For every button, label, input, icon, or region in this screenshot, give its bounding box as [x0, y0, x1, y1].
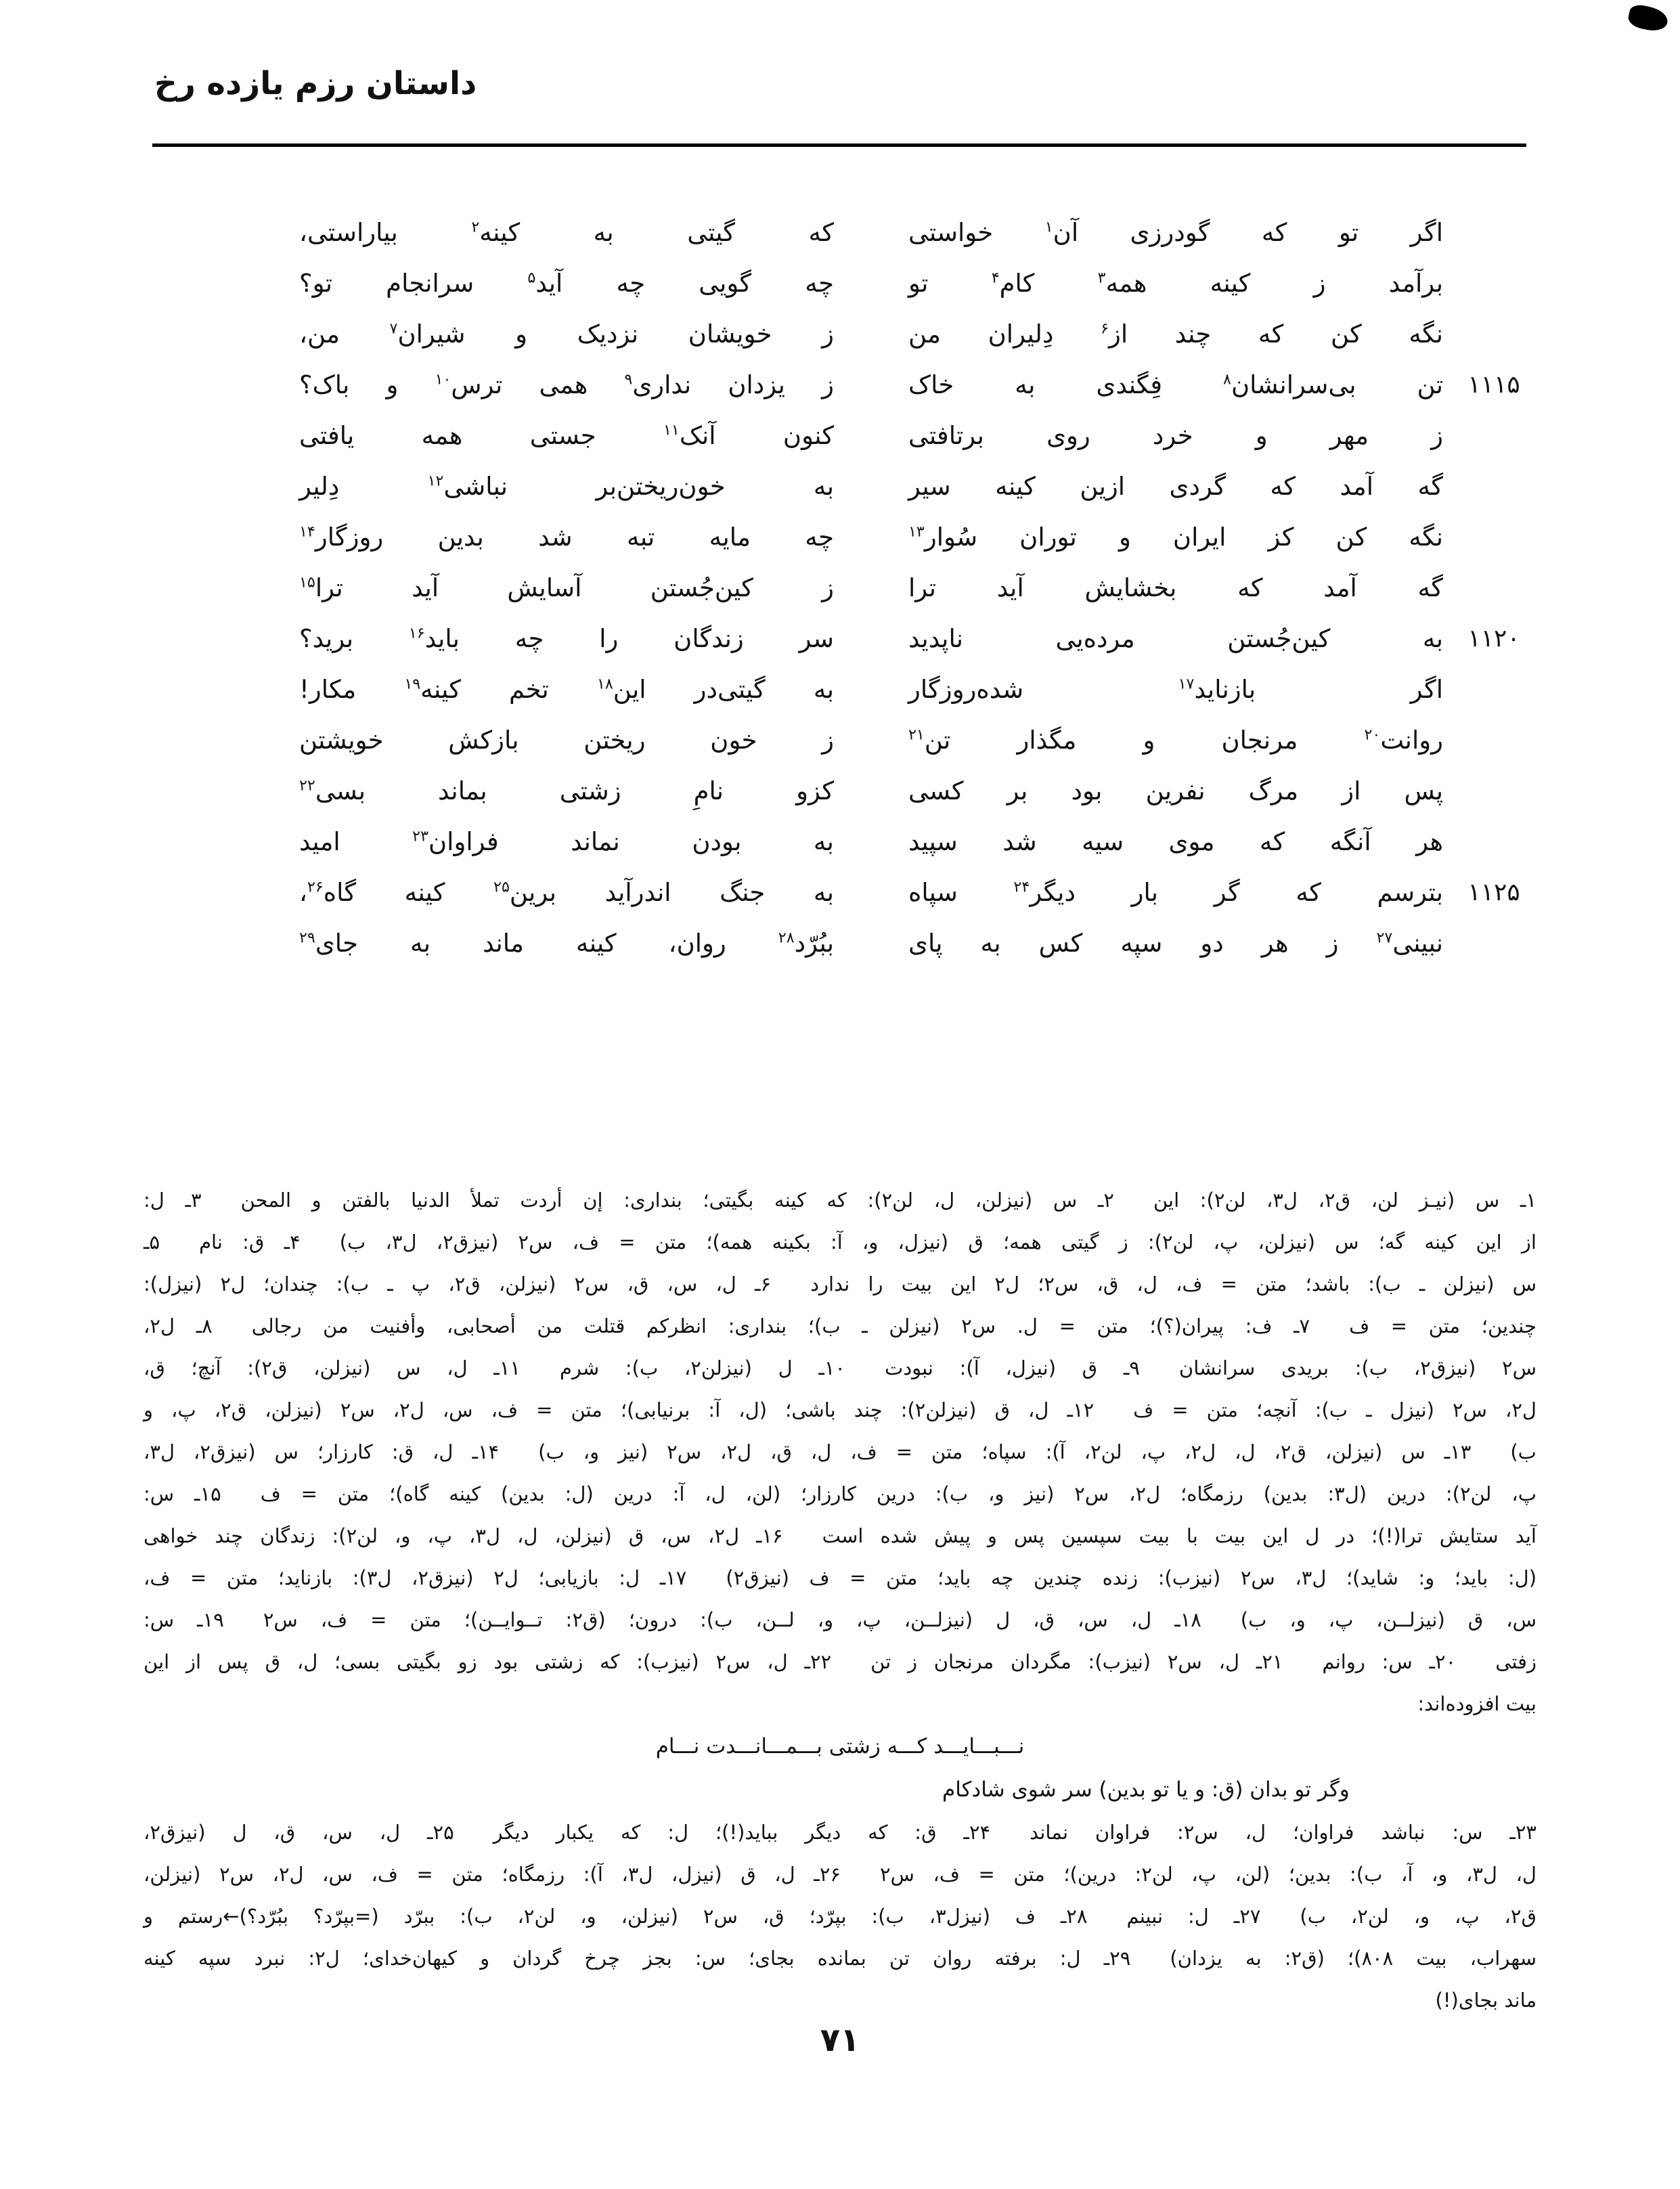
verse-row — [299, 512, 1545, 562]
scan-artifact — [1627, 3, 1670, 33]
hemistich-left: که گیتی به کینه$^۲$ بیاراستی، — [299, 218, 835, 247]
hemistich-right: نگه کن کز ایران و توران سُوار$^{۱۳}$ — [908, 523, 1443, 552]
inserted-verse-hemistich-2: وگر تو بدان (ق: و یا تو بدین) سر شوی شادکام — [942, 1777, 1350, 1802]
hemistich-left: به گیتی‌در این$^{۱۸}$ تخم کینه$^{۱۹}$ مکار! — [299, 675, 834, 704]
verse-row — [299, 613, 1545, 664]
hemistich-left: چه گویی چه آید$^۵$ سرانجام تو؟ — [299, 269, 834, 298]
hemistich-left: ز یزدان نداری$^۹$ همی ترس$^{۱۰}$ و باک؟ — [299, 370, 835, 399]
footnote-line: ل۲، س۲ (نیزل ـ ب): آنچه؛ متن = ف ۱۲ـ ل، ق (نیزلن۲): چند باشی؛ (ل، آ: برنیابی)؛ متن = ف، س، ل۲، س۲ (نیزلن، ق۲، پ، و — [143, 1398, 1537, 1421]
footnote-line: چندین؛ متن = ف ۷ـ ف: پیران(؟)؛ متن = ل. س۲ (نیزلن ـ ب)؛ بنداری: انظرکم قتلت من أصحابی، وأفنیت من رجالی ۸ـ ل۲، — [143, 1314, 1537, 1337]
footnote-line: پ، لن۲): درین (ل۳: بدین) رزمگاه؛ ل۲، س۲ (نیز و، ب): درین کارزار؛ (لن، ل، آ: درین (ل: بدین) کینه گاه)؛ متن = ف ۱۵ـ س: — [143, 1482, 1537, 1505]
hemistich-right: برآمد ز کینه همه$^۳$ کام$^۴$ تو — [908, 269, 1443, 298]
poem-section — [299, 207, 1545, 969]
hemistich-right: نگه کن که چند از$^۶$ دِلیران من — [908, 319, 1444, 349]
verse-number: ۱۱۲۵ — [1467, 879, 1520, 906]
verse-row — [299, 309, 1545, 359]
footnote-line: زفتی ۲۰ـ س: روانم ۲۱ـ ل، س۲ (نیزب): مگردان مرنجان ز تن ۲۲ـ ل، س۲ (نیزب): که زشتی بود زو بگیتی بسی؛ ل، ق پس از این — [143, 1650, 1537, 1673]
hemistich-right: اگر تو که گودرزی آن$^۱$ خواستی — [908, 218, 1443, 247]
footnote-line: (ل: باید؛ و: شاید)؛ ل۳، س۲ (نیزب): زنده چندین چه باید؛ متن = ف (نیزق۲) ۱۷ـ ل: بازیابی؛ ل۲ (نیزق۲، ل۳): بازناید؛ متن = ف، — [143, 1566, 1537, 1589]
verse-row — [299, 410, 1545, 461]
inserted-verse-hemistich-1: نـــبـــایـــد کـــه زشتی بـــمـــانـــدت نـــام — [655, 1734, 1025, 1759]
hemistich-right: روانت$^{۲۰}$ مرنجان و مگذار تن$^{۲۱}$ — [908, 726, 1443, 755]
footnote-line: ل، ل۳، و، آ، ب): بدین؛ (لن، پ، لن۲: درین)؛ متن = ف، س۲ ۲۶ـ ل، ق (نیزل، ل۳، آ): رزمگاه؛ متن = ف، س، ل۲، س۲ (نیزلن، — [143, 1863, 1537, 1886]
hemistich-left: سر زندگان را چه باید$^{۱۶}$ برید؟ — [299, 624, 834, 653]
footnote-line: ماند بجای(!) — [1435, 1989, 1537, 2012]
footnote-line: س (نیزلن ـ ب): باشد؛ متن = ف، ل، ق، س۲؛ ل۲ این بیت را ندارد ۶ـ ل، س، ق، س۲ (نیزلن، ق۲، پ ـ ب): چندان؛ ل۲ (نیزل): — [143, 1273, 1537, 1296]
hemistich-left: به جنگ اندرآید برین$^{۲۵}$ کینه گاه$^{۲۶}$، — [299, 878, 834, 907]
hemistich-left: ز خون ریختن بازکش خویشتن — [299, 726, 834, 755]
hemistich-right: نبینی$^{۲۷}$ ز هر دو سپه کس به پای — [908, 929, 1443, 958]
verse-number: ۱۱۱۵ — [1467, 371, 1520, 399]
page-number: ۷۱ — [820, 2021, 860, 2059]
hemistich-right: اگر بازناید$^{۱۷}$ شده‌روزگار — [908, 675, 1443, 704]
verse-row — [299, 918, 1545, 969]
footnote-line: از این کینه گه؛ س (نیزلن، پ، لن۲): ز گیتی همه؛ ق (نیزل، و، آ: بکینه همه)؛ متن = ف، س۲ (نیزق۲، ل۳، ب) ۴ـ ق: نام ۵ـ — [143, 1231, 1537, 1254]
hemistich-left: کزو نامِ زشتی بماند بسی$^{۲۲}$ — [299, 776, 834, 805]
hemistich-right: گه آمد که گردی ازین کینه سیر — [908, 472, 1443, 501]
verse-row — [299, 664, 1545, 715]
footnote-line: آید ستایش ترا(!)؛ در ل این بیت با بیت سپسین پس و پیش شده است ۱۶ـ ل۲، س، ق (نیزلن، ل، ل۳، پ، و، لن۲): زندگان چند خواهی — [143, 1524, 1537, 1547]
critical-apparatus — [143, 1179, 1537, 2021]
verse-row — [299, 258, 1545, 309]
hemistich-right: هر آنگه که موی سیه شد سپید — [908, 827, 1443, 856]
verse-row — [299, 359, 1545, 410]
page-title: داستان رزم یازده رخ — [154, 65, 477, 102]
verse-row — [299, 766, 1545, 816]
hemistich-left: کنون آنک$^{۱۱}$ جستی همه یافتی — [299, 421, 834, 450]
verse-row — [299, 816, 1545, 867]
hemistich-right: تن بی‌سرانشان$^۸$ فِگندی به خاک — [908, 370, 1443, 399]
verse-row — [299, 715, 1545, 766]
footnote-line: ۲۳ـ س: نباشد فراوان؛ ل، س۲: فراوان نماند ۲۴ـ ق: که دیگر بباید(!)؛ ل: که یکبار دیگر ۲۵ـ ل، س، ق، ل (نیزق۲، — [143, 1821, 1537, 1844]
hemistich-right: گه آمد که بخشایش آید ترا — [908, 573, 1443, 602]
verse-row — [299, 562, 1545, 613]
header-divider — [152, 143, 1526, 147]
hemistich-left: ز کین‌جُستن آسایش آید ترا$^{۱۵}$ — [299, 573, 834, 602]
verse-row — [299, 461, 1545, 512]
footnote-line: ق۲، پ، و، لن۲، ب) ۲۷ـ ل: نبینم ۲۸ـ ف (نیزل۳، ب): بپرّد؛ ق، س۲ (نیزلن، و، لن۲، ب): ببرّد (=بپرّد؟ ببُرّد؟)←رستم و — [143, 1905, 1537, 1928]
hemistich-left: به بودن نماند فراوان$^{۲۳}$ امید — [299, 827, 834, 856]
footnote-line: س۲ (نیزق۲، ب): بریدی سرانشان ۹ـ ق (نیزل، آ): نبودت ۱۰ـ ل (نیزلن۲، ب): شرم ۱۱ـ ل، س (نیزلن، ق۲): آنچ؛ ق، — [143, 1356, 1537, 1379]
footnote-line: بیت افزوده‌اند: — [1417, 1692, 1537, 1715]
footnote-line: س، ق (نیزلــن، پ، و، ب) ۱۸ـ ل، س، ق، ل (نیزلــن، پ، و، لــن، ب): درون؛ (ق۲: تــوایــن)؛ متن = ف، س۲ ۱۹ـ س: — [143, 1608, 1537, 1631]
footnote-line: ۱ـ س (نیـز لن، ق۲، ل۳، لن۲): این ۲ـ س (نیزلن، ل، لن۲): که کینه بگیتی؛ بنداری: إن أردت تملأ الدنیا بالفتن و المحن ۳ـ ل: — [143, 1189, 1537, 1212]
footnote-line: ب) ۱۳ـ س (نیزلن، ق۲، ل، ل۲، پ، لن۲، آ): سپاه؛ متن = ف، ل، ق، ل۲، س۲ (نیز و، ب) ۱۴ـ ل، ق: کارزار؛ س (نیزق۲، ل۳، — [143, 1440, 1537, 1463]
hemistich-left: چه مایه تبه شد بدین روزگار$^{۱۴}$ — [299, 523, 834, 552]
hemistich-left: به خون‌ریختن‌بر نباشی$^{۱۲}$ دِلیر — [299, 472, 834, 501]
footnote-line: سهراب، بیت ۸۰۸)؛ (ق۲: به یزدان) ۲۹ـ ل: برفته روان تن بمانده بجای؛ س: بجز چرخ گردان و کیهان‌خدای؛ ل۲: نبرد سپه کینه — [143, 1947, 1537, 1970]
hemistich-right: به کین‌جُستن مرده‌یی ناپدید — [908, 624, 1443, 653]
verse-row — [299, 207, 1545, 258]
hemistich-right: ز مهر و خرد روی برتافتی — [908, 421, 1443, 450]
hemistich-left: ز خویشان نزدیک و شیران$^۷$ من، — [299, 319, 835, 349]
verse-number: ۱۱۲۰ — [1467, 625, 1520, 653]
hemistich-right: پس از مرگ نفرین بود بر کسی — [908, 776, 1443, 805]
hemistich-right: بترسم که گر بار دیگر$^{۲۴}$ سپاه — [908, 878, 1443, 907]
verse-row — [299, 867, 1545, 918]
hemistich-left: ببُرّد$^{۲۸}$ روان، کینه ماند به جای$^{۲۹}$ — [299, 929, 834, 958]
